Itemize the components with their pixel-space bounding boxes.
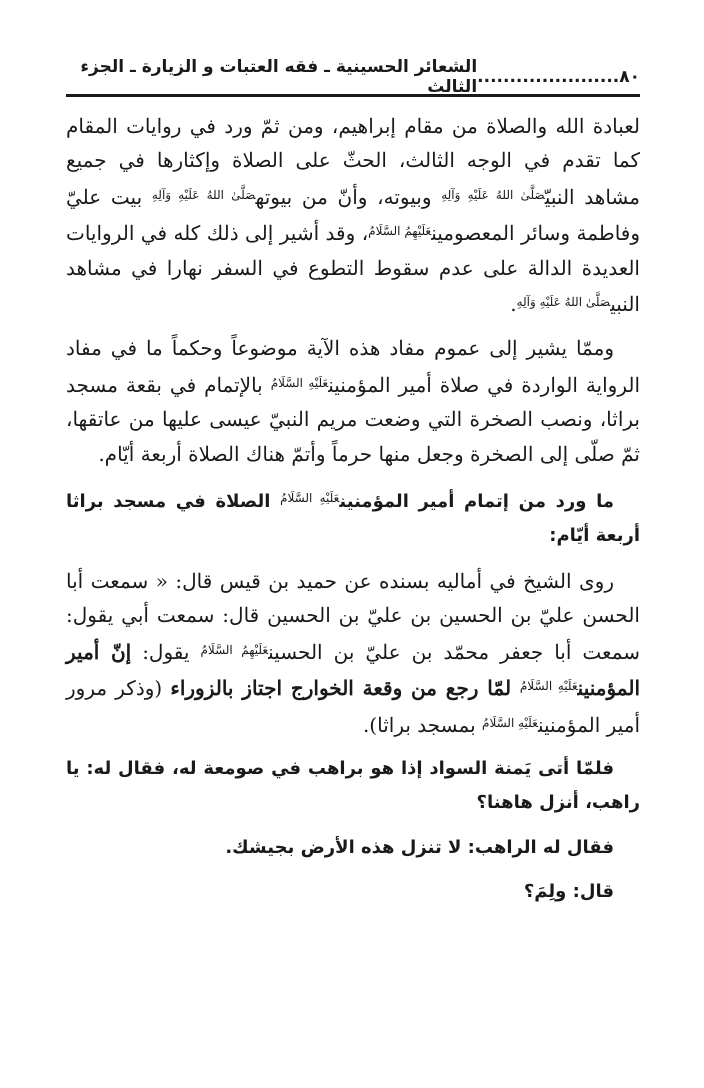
section-heading-text-a: ما ورد من إتمام أمير المؤمنين [339, 491, 614, 513]
honorific-imams: عَلَيْهِمُ السَّلَامُ [200, 642, 269, 657]
paragraph-3-text-f: بمسجد براثا). [362, 712, 476, 737]
page-number: ٨٠ [619, 67, 640, 87]
honorific-imam: عَلَيْهِ السَّلَامُ [482, 715, 538, 730]
header-dots: ...................... [477, 67, 620, 87]
paragraph-1-text-b: وبيوته، وأنّ من بيوته [255, 184, 432, 209]
paragraph-3-text-e: (وذكر مرور أمير المؤمنين [66, 676, 640, 737]
running-title: الشعائر الحسينية ـ فقه العتبات و الزيارة ـ الجزء الثالث [80, 57, 478, 97]
paragraph-5: فقال له الراهب: لا تنزل هذه الأرض بجيشك. [225, 836, 614, 858]
page-number-line [477, 67, 640, 87]
paragraph-2-text-a: وممّا يشير إلى عموم مفاد هذه الآية موضوعاً وحكماً ما في مفاد الرواية الواردة في صلاة أمير المؤمنين [66, 336, 641, 397]
honorific-imam: عَلَيْهِ السَّلَامُ [280, 491, 340, 506]
honorific-prophet: صَلَّىٰ اللهُ عَلَيْهِ وَآلِهِ [441, 187, 545, 202]
book-page [66, 57, 641, 910]
paragraph-6: قال: ولِمَ؟ [523, 881, 614, 903]
section-heading-text-b: الصلاة في مسجد براثا أربعة أيّام: [66, 491, 640, 547]
paragraph-2-text-b: بالإتمام في بقعة مسجد براثا، ونصب الصخرة التي وضعت مريم النبيّ عيسى عليها من عاتقها، ثمّ صلّى إلى الصخرة وجعل منها حرماً وأتمّ هناك الصلاة أربعة أيّام. [66, 372, 640, 466]
paragraph-1-text-d: ، وقد أشير إلى ذلك كله في الروايات العديدة الدالة على عدم سقوط التطوع في السفر نهارا في مشاهد النبي [66, 221, 640, 317]
honorific-prophet: صَلَّىٰ اللهُ عَلَيْهِ وَآلِهِ [151, 187, 256, 202]
paragraph-1-text-a: لعبادة الله والصلاة من مقام إبراهيم، ومن ثمّ ورد في روايات المقام كما تقدم في الوجه الثالث، الحثّ على الصلاة وإكثارها في جميع مشاهد النبيّ [66, 114, 640, 209]
honorific-imam: عَلَيْهِ السَّلَامُ [519, 679, 578, 694]
paragraph-3-text-c: إنّ أمير المؤمنين [66, 639, 641, 701]
paragraph-3-text-d: لمّا رجع من وقعة الخوارج اجتاز بالزوراء [170, 676, 512, 701]
paragraph-3-text-a: روى الشيخ في أماليه بسنده عن حميد بن قيس قال: « سمعت أبا الحسن عليّ بن الحسين بن عليّ بن الحسين قال: سمعت أبي يقول: سمعت أبا جعفر محمّد بن عليّ بن الحسين [66, 568, 641, 664]
paragraph-1-text-c: بيت عليّ وفاطمة وسائر المعصومين [66, 184, 641, 246]
page-header [66, 57, 640, 97]
paragraph-3-text-b: يقول: [142, 639, 190, 664]
paragraph-3 [66, 564, 640, 742]
paragraph-2 [66, 331, 640, 471]
honorific-imams: عَلَيْهِمُ السَّلَامُ [368, 224, 432, 239]
honorific-imam: عَلَيْهِ السَّلَامُ [270, 375, 329, 390]
paragraph-1 [66, 109, 640, 321]
honorific-prophet: صَلَّىٰ اللهُ عَلَيْهِ وَآلِهِ [516, 295, 611, 310]
paragraph-1-text-e: . [510, 292, 517, 317]
page-body [66, 109, 640, 910]
section-heading [66, 481, 640, 554]
paragraph-4: فلمّا أتى يَمنة السواد إذا هو براهب في صومعة له، فقال له: يا راهب، أنزل هاهنا؟ [66, 757, 640, 814]
